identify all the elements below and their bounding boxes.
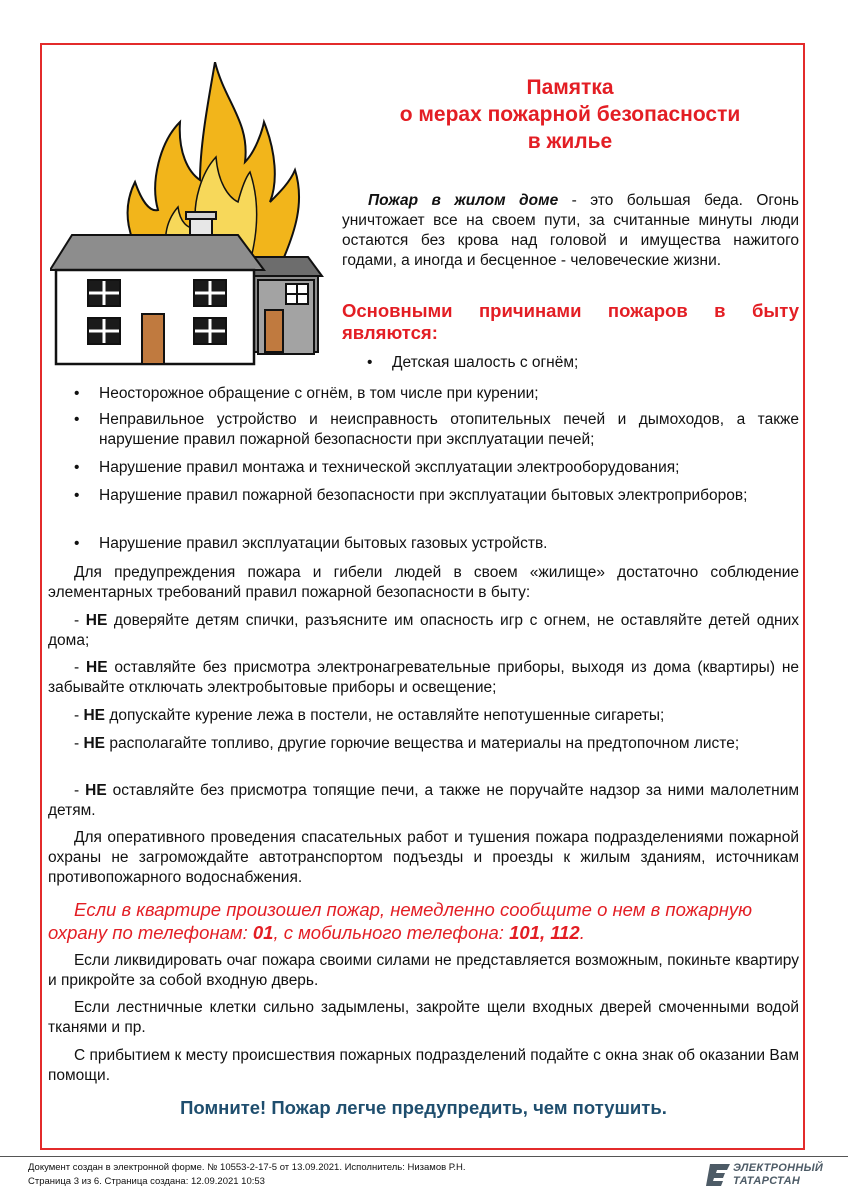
ne-mark: НЕ (83, 735, 106, 752)
burning-house-illustration (50, 62, 325, 367)
bullet-dot: • (367, 354, 373, 371)
emergency-phone-notice: Если в квартире произошел пожар, немедленно сообщите о нем в пожарную охрану по телефонам: 01, с мобильного телефона: 101, 112. (48, 899, 753, 943)
intro-lead: Пожар в жилом доме (368, 192, 559, 209)
ne-mark: НЕ (83, 707, 106, 724)
rule-item: - НЕ оставляйте без присмотра электронагревательные приборы, выходя из дома (квартиры) не забывайте отключать электробытовые приборы и освещение; (48, 659, 800, 696)
cause-item (74, 384, 799, 404)
leave-paragraph: Если ликвидировать очаг пожара своими силами не представляется возможным, покиньте квартиру и прикройте за собой входную дверь. (48, 952, 799, 989)
logo-text: ЭЛЕКТРОННЫЙ ТАТАРСТАН (733, 1162, 824, 1187)
cause-item (74, 486, 799, 506)
cause-item (74, 458, 799, 478)
bullet-dot: • (74, 385, 80, 402)
rescue-paragraph: Для оперативного проведения спасательных работ и тушения пожара подразделениями пожарной охраны не загромождайте автотранспортом подъезды и проезды к жилым зданиям, источникам противопожарного водоснабжения. (48, 829, 799, 886)
bullet-dot: • (74, 459, 80, 476)
bullet-dot: • (74, 411, 80, 428)
cause-item (74, 410, 799, 450)
cause-text: Неправильное устройство и неисправность отопительных печей и дымоходов, а также нарушение правил пожарной безопасности при эксплуатации печей; (99, 411, 799, 448)
remember-slogan: Помните! Пожар легче предупредить, чем потушить. (180, 1097, 667, 1118)
rule-item: - НЕ допускайте курение лежа в постели, не оставляйте непотушенные сигареты; (74, 707, 665, 724)
cause-text: Детская шалость с огнём; (392, 354, 579, 371)
title-line-2: о мерах пожарной безопасности (399, 103, 741, 126)
cause-text: Неосторожное обращение с огнём, в том числе при курении; (99, 385, 539, 402)
cause-text: Нарушение правил пожарной безопасности при эксплуатации бытовых электроприборов; (99, 487, 748, 504)
title-line-1: Памятка (526, 76, 614, 99)
footer-divider (0, 1156, 848, 1157)
intro-text: - это большая беда. Огонь уничтожает все на своем пути, за считанные минуты люди остаются без крова над головой и имущества нажитого годами, а иногда и бесценное - человеческие жизни. (342, 192, 799, 269)
rule-item: - НЕ оставляйте без присмотра топящие печи, а также не поручайте надзор за ними малолетним детям. (48, 782, 800, 819)
document-footer (28, 1161, 465, 1189)
page-title (340, 74, 800, 155)
footer-line-2: Страница 3 из 6. Страница создана: 12.09.2021 10:53 (28, 1176, 265, 1187)
phone-01: 01 (252, 922, 274, 943)
cause-text: Нарушение правил монтажа и технической эксплуатации электрооборудования; (99, 459, 680, 476)
rule-item: - НЕ доверяйте детям спички, разъясните им опасность игр с огнем, не оставляйте детей одних дома; (48, 612, 799, 649)
logo-mark-icon (706, 1162, 732, 1188)
intro-paragraph (342, 191, 799, 271)
title-line-3: в жилье (527, 130, 613, 153)
ne-mark: НЕ (85, 782, 107, 799)
phone-mobile: 101, 112 (509, 922, 580, 943)
ne-mark: НЕ (86, 659, 108, 676)
cause-text: Нарушение правил эксплуатации бытовых газовых устройств. (99, 535, 548, 552)
causes-heading: Основными причинами пожаров в быту являются: (342, 300, 799, 343)
ne-mark: НЕ (85, 612, 108, 629)
arrival-paragraph: С прибытием к месту происшествия пожарных подразделений подайте с окна знак об оказании Вам помощи. (48, 1047, 799, 1084)
prevention-intro: Для предупреждения пожара и гибели людей в своем «жилище» достаточно соблюдение элементарных требований правил пожарной безопасности в быту: (48, 564, 799, 601)
bullet-dot: • (74, 487, 80, 504)
rule-item: - НЕ располагайте топливо, другие горючие вещества и материалы на предтопочном листе; (74, 735, 740, 752)
cause-item (367, 353, 799, 373)
smoke-paragraph: Если лестничные клетки сильно задымлены, закройте щели входных дверей смоченными водой тканями и пр. (48, 999, 799, 1036)
footer-line-1: Документ создан в электронной форме. № 10553-2-17-5 от 13.09.2021. Исполнитель: Низамов Р.Н. (28, 1162, 466, 1173)
electronic-tatarstan-logo (706, 1162, 824, 1192)
cause-item (74, 534, 799, 554)
bullet-dot: • (74, 535, 80, 552)
